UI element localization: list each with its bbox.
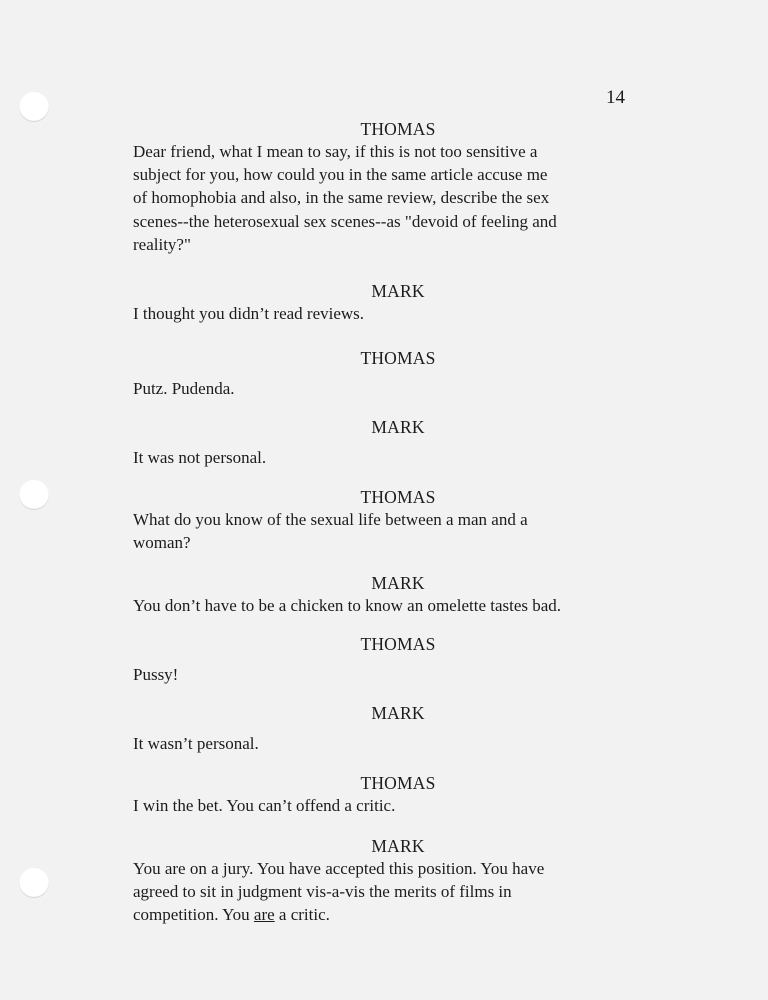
dialogue-text xyxy=(133,857,653,927)
dialogue-entry xyxy=(133,572,633,617)
speaker-label: MARK xyxy=(371,703,425,724)
speaker-label: THOMAS xyxy=(360,119,436,139)
dialogue-entry xyxy=(133,486,633,554)
binder-hole-bottom xyxy=(19,868,49,898)
speaker-label: THOMAS xyxy=(360,486,436,507)
dialogue-entry xyxy=(133,118,633,256)
dialogue-entry xyxy=(133,280,633,325)
dialogue-text: Dear friend, what I mean to say, if this is not too sensitive a subject for you, how could you in the same article accuse me of homophobia and also, in the same review, describe the sex scenes--the heterosexual sex scenes--as "devoid of feeling and reality?" xyxy=(133,142,557,254)
dialogue-text: It wasn’t personal. xyxy=(133,734,259,754)
speaker-name xyxy=(133,702,665,724)
speaker-label: MARK xyxy=(371,281,425,302)
dialogue-text-part: a critic. xyxy=(274,905,330,925)
dialogue-entry xyxy=(133,347,633,400)
binder-hole-top xyxy=(19,92,49,122)
dialogue-entry xyxy=(133,772,633,817)
dialogue-text: Pussy! xyxy=(133,665,179,685)
dialogue-entry xyxy=(133,702,633,755)
speaker-label: MARK xyxy=(371,573,425,594)
dialogue-entry xyxy=(133,633,633,686)
dialogue-text: You don’t have to be a chicken to know an omelette tastes bad. xyxy=(133,596,562,616)
dialogue-text: I win the bet. You can’t offend a critic. xyxy=(133,795,396,815)
dialogue-text-part: You are on a jury. You have accepted this position. You have agreed to sit in judgment vis-a-vis the merits of films in competition. You xyxy=(133,858,545,925)
speaker-label: THOMAS xyxy=(360,772,436,793)
binder-hole-middle xyxy=(19,480,49,510)
speaker-name xyxy=(133,118,665,140)
speaker-label: THOMAS xyxy=(360,634,436,655)
speaker-name xyxy=(133,416,665,438)
speaker-name xyxy=(133,572,665,594)
page-number: 14 xyxy=(606,87,625,108)
dialogue-text: What do you know of the sexual life between a man and a woman? xyxy=(133,509,528,552)
dialogue-entry xyxy=(133,416,633,469)
speaker-name xyxy=(133,486,665,508)
dialogue-entry xyxy=(133,835,633,927)
speaker-label: THOMAS xyxy=(360,348,436,369)
dialogue-text: Putz. Pudenda. xyxy=(133,379,235,399)
emphasized-word: are xyxy=(253,905,275,925)
dialogue-text: It was not personal. xyxy=(133,448,267,468)
dialogue-block xyxy=(133,118,633,926)
speaker-name xyxy=(133,280,665,302)
speaker-name xyxy=(133,772,665,794)
speaker-name xyxy=(133,633,665,655)
dialogue-text: I thought you didn’t read reviews. xyxy=(133,304,365,324)
speaker-label: MARK xyxy=(371,835,425,856)
speaker-name xyxy=(133,347,665,369)
speaker-name xyxy=(133,835,665,857)
speaker-label: MARK xyxy=(371,417,425,438)
